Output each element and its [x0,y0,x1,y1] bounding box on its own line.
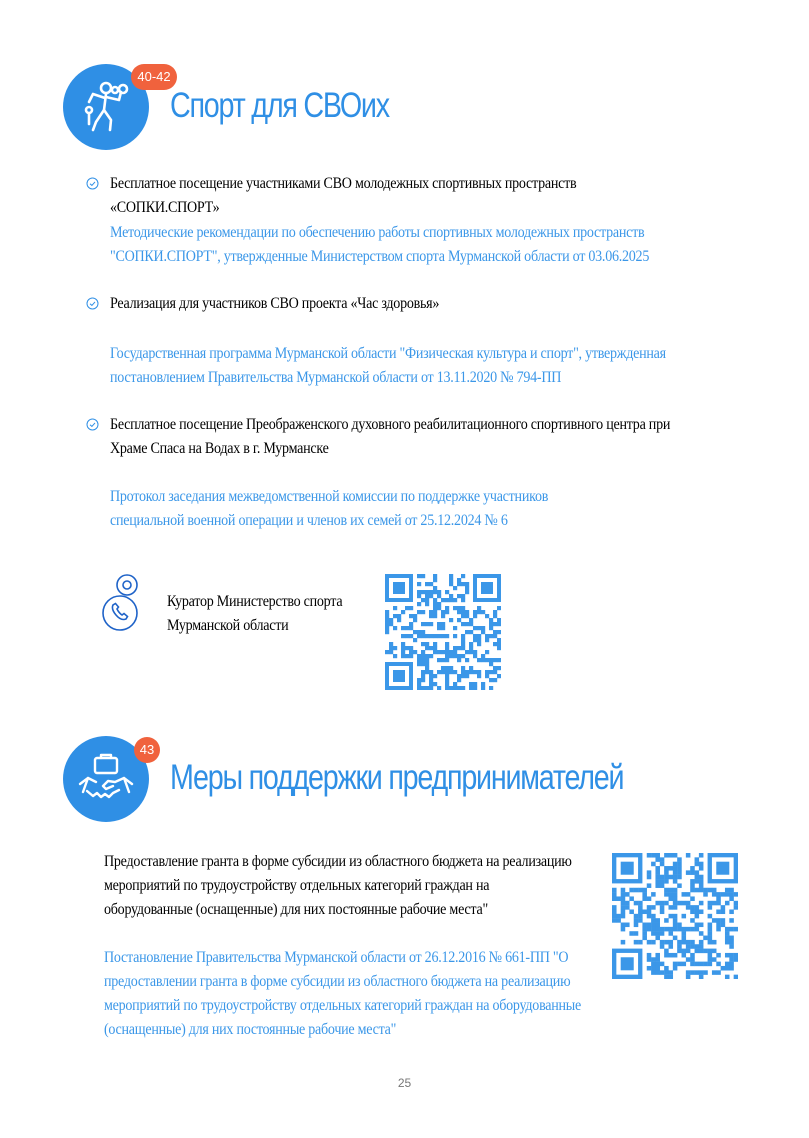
list-item [86,296,746,320]
section1-badge: 40-42 [131,64,177,90]
item-text: Реализация для участников СВО проекта «Час здоровья» [110,295,440,312]
list-item [86,417,746,465]
legal-basis-text: Постановление Правительства Мурманской области от 26.12.2016 № 661-ПП "О предоставлении гранта в форме субсидии из областного бюджета на реализацию мероприятий по трудоустройству отдельных категорий граждан на оборудованные (оснащенные) для них постоянные рабочие места" [104,949,581,1038]
section2-title: Меры поддержки предпринимателей [170,758,624,797]
check-circle-icon [86,418,99,431]
check-circle-icon [86,177,99,190]
legal-basis-text: Методические рекомендации по обеспечению работы спортивных молодежных пространств "СОПКИ.СПОРТ", утвержденные Министерством спорта Мурманской области от 03.06.2025 [110,224,650,265]
section1-title: Спорт для СВОих [170,86,389,125]
qr-code[interactable] [385,574,501,690]
curator-text: Куратор Министерство спорта Мурманской области [167,593,343,634]
item-text: Бесплатное посещение Преображенского духовного реабилитационного спортивного центра при Храме Спаса на Водах в г. Мурманске [110,416,671,457]
list-item [86,175,746,216]
measure-text: Предоставление гранта в форме субсидии из областного бюджета на реализацию мероприятий по трудоустройству отдельных категорий граждан на оборудованные (оснащенные) для них постоянные рабочие места" [104,853,572,918]
qr-code[interactable] [612,853,738,979]
legal-basis-text: Государственная программа Мурманской области "Физическая культура и спорт", утвержденная постановлением Правительства Мурманской области от 13.11.2020 № 794-ПП [110,345,666,386]
location-phone-icon [100,571,140,633]
item-text: Бесплатное посещение участниками СВО молодежных спортивных пространств «СОПКИ.СПОРТ» [110,175,577,216]
check-circle-icon [86,297,99,310]
section2-badge: 43 [134,737,160,763]
page-number: 25 [397,1076,412,1090]
legal-basis-text: Протокол заседания межведомственной комиссии по поддержке участников специальной военной операции и членов их семей от 25.12.2024 № 6 [110,488,549,529]
